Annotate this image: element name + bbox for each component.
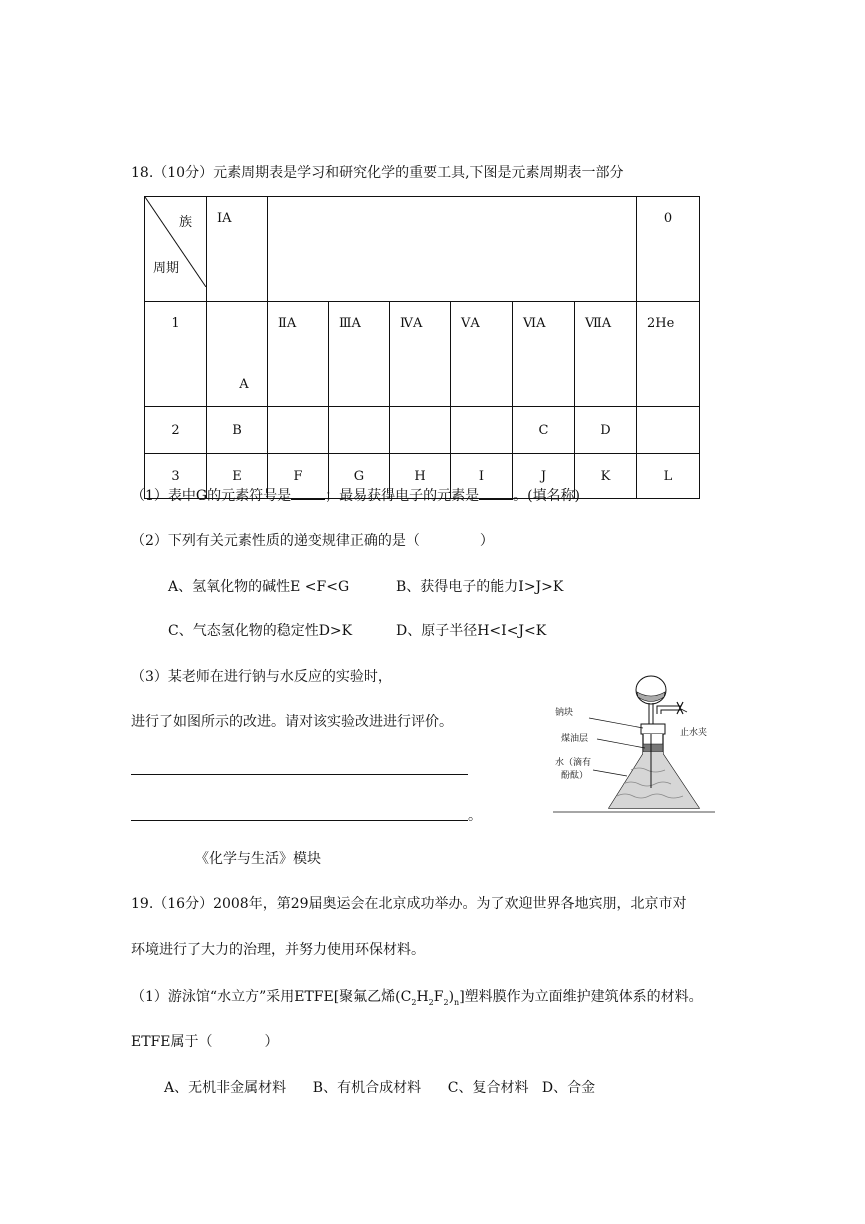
cell-I: I: [451, 454, 513, 499]
cell-A: A: [207, 302, 268, 407]
q18-part3-line1: （3）某老师在进行钠与水反应的实验时，: [131, 669, 392, 685]
table-header-diagonal-cell: [145, 197, 207, 302]
group-iia: ⅡA: [268, 302, 329, 407]
label-kerosene: 煤油层: [561, 734, 589, 744]
cell-B: B: [207, 407, 268, 454]
header-group-label: 族: [178, 215, 192, 230]
label-sodium: 钠块: [555, 708, 574, 718]
answer-blank-1[interactable]: [291, 485, 325, 500]
answer-line-1[interactable]: [131, 774, 468, 775]
cell-r2c5: [390, 407, 451, 454]
option-c: C、气态氢化物的稳定性D>K: [168, 623, 353, 639]
cell-C: C: [513, 407, 575, 454]
header-empty-span: [268, 197, 637, 302]
answer-end-mark: 。: [468, 808, 482, 824]
q18-part2: （2）下列有关元素性质的递变规律正确的是（ ）: [131, 533, 494, 549]
q18-title: 18.（10分）元素周期表是学习和研究化学的重要工具,下图是元素周期表一部分: [131, 165, 624, 181]
q18-part3-line2: 进行了如图所示的改进。请对该实验改进进行评价。: [131, 714, 453, 730]
cell-r2c4: [329, 407, 390, 454]
period-2: 2: [145, 407, 207, 454]
period-1: 1: [145, 302, 207, 407]
cell-H: H: [390, 454, 451, 499]
periodic-table: [144, 196, 700, 499]
cell-G: G: [329, 454, 390, 499]
period-3: 3: [145, 454, 207, 499]
module-heading: 《化学与生活》模块: [195, 851, 321, 867]
group-iva: ⅣA: [390, 302, 451, 407]
cell-J: J: [513, 454, 575, 499]
cell-D: D: [575, 407, 637, 454]
cell-L: L: [637, 454, 700, 499]
q18-part1: （1）表中G的元素符号是 ；最易获得电子的元素是 。(填名称): [131, 485, 580, 506]
q19-options: A、无机非金属材料 B、有机合成材料 C、复合材料 D、合金: [164, 1080, 596, 1096]
group-iiia: ⅢA: [329, 302, 390, 407]
cell-r2c9: [637, 407, 700, 454]
option-b: B、获得电子的能力I>J>K: [396, 579, 564, 595]
group-va: ⅤA: [451, 302, 513, 407]
header-ia: ⅠA: [207, 197, 268, 302]
label-water-1: 水（滴有: [555, 758, 592, 768]
option-a: A、氢氧化物的碱性E <F<G: [168, 579, 350, 595]
q19-part1: （1）游泳馆“水立方”采用ETFE[聚氟乙烯$(C_2H_2F_2)_n$]塑料膜作为立面维护建筑体系的材料。: [131, 989, 703, 1007]
label-water-2: 酚酞）: [561, 771, 589, 781]
cell-F: F: [268, 454, 329, 499]
cell-r2c6: [451, 407, 513, 454]
group-viia: ⅦA: [575, 302, 637, 407]
header-zero: 0: [637, 197, 700, 302]
apparatus-figure: [553, 666, 719, 818]
answer-blank-2[interactable]: [479, 485, 513, 500]
answer-line-2[interactable]: [131, 820, 468, 821]
cell-E: E: [207, 454, 268, 499]
cell-He: 2He: [637, 302, 700, 407]
q19-title-line2: 环境进行了大力的治理，并努力使用环保材料。: [131, 942, 425, 958]
cell-K: K: [575, 454, 637, 499]
label-clamp: 止水夹: [680, 728, 708, 738]
header-period-label: 周期: [153, 261, 180, 276]
option-d: D、原子半径H<I<J<K: [396, 623, 547, 639]
group-via: ⅥA: [513, 302, 575, 407]
cell-r2c3: [268, 407, 329, 454]
q19-title-line1: 19.（16分）2008年，第29届奥运会在北京成功举办。为了欢迎世界各地宾朋，北京市对: [131, 896, 687, 912]
q19-part1-line2: ETFE属于（ ）: [131, 1034, 279, 1050]
